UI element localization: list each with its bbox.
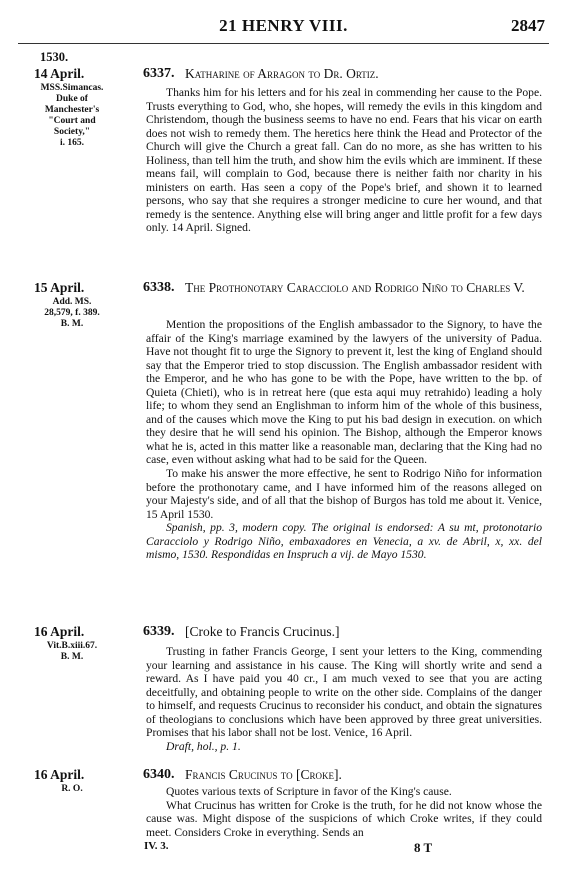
page-number: 2847 — [511, 16, 545, 35]
entry-paragraph: Quotes various texts of Scripture in favor of the King's cause. — [166, 785, 452, 798]
entry-body — [146, 645, 542, 753]
entry-body — [146, 318, 542, 562]
entry-source: R. O. — [61, 784, 83, 794]
entry-date: 15 April. — [34, 280, 85, 295]
entry-paragraph: Thanks him for his letters and for his zeal in commending her cause to the Pope. Trusts everything to God, who, she hopes, will remedy the evils in this kingdom and Christendom, though the business seems to have no end. Fears that his vicar on earth does not wish to remedy them. The heretics here think the Head and Protector of the Church will give the Church a great fall. Can do no more, as she has written to his Holiness, than tell him the truth, and show him the evils which are imminent. If these means fail, will complain to God, because there is neither faith nor charity in his ministers on earth. Has seen a copy of the Pope's brief, and shown it to learned persons, who say that she requires a stronger medicine to cure her wound, and that remedy is the sentence. Anything else will bring anger and little profit for a few days only. 14 April. Signed. — [146, 86, 542, 235]
volume-mark: IV. 3. — [144, 840, 169, 852]
entry-title: Katharine of Arragon to Dr. Ortiz. — [185, 66, 379, 81]
entry-date: 16 April. — [34, 624, 85, 639]
entry-number: 6340. — [143, 767, 175, 782]
entry-note: Spanish, pp. 3, modern copy. The original is endorsed: A su mt, protonotario Caracciolo y Rodrigo Niño, embaxadores en Venecia, a xv. de Abril, x, xx. del mismo, 1530. Respondidas en Inspruch a vij. de Mayo 1530. — [146, 521, 542, 562]
entry-title: The Prothonotary Caracciolo and Rodrigo Niño to Charles V. — [185, 280, 525, 295]
entry-number: 6338. — [143, 280, 175, 295]
entry-paragraph: What Crucinus has written for Croke is the truth, for he did not know whose the cause was. Might dispose of the suspicions of which Croke writes, if they could meet. Considers Croke in everything. Sends an — [146, 798, 542, 839]
entry-paragraph: Mention the propositions of the English ambassador to the Signory, to have the affair of the King's marriage examined by the lawyers of the university of Padua. Have not thought fit to urge the Signory to prevent it, lest the king of England should say that the Emperor tried to stop discussion. The English ambassador resident with the Emperor, and he who has gone to be with the Pope, have written to the bp. of Quieta (Chieti), who is in retreat here (que esta aqui muy retrahido) leading a holy life; to whom they send an Englishman to inform him of the whole of this business, and of the causes which move the King to put his bad design in execution. on which they desire that he will send his opinion. The Bishop, although the Emperor knows what he is, acted in this matter like a reasonable man, declaring that the King had no case, even without asking what had to be said for the Queen. — [146, 318, 542, 467]
page-footer — [0, 840, 567, 856]
header-rule — [18, 43, 549, 44]
entry-title: Francis Crucinus to [Croke]. — [185, 767, 342, 782]
entry-source: Vit.B.xiii.67. B. M. — [46, 641, 98, 662]
running-title: 21 HENRY VIII. — [219, 16, 348, 35]
entry-body — [146, 785, 542, 839]
entry-source: MSS.Simancas. Duke of Manchester's "Court and Society," i. 165. — [40, 83, 104, 148]
entry-body — [146, 86, 542, 235]
entry-source: Add. MS. 28,579, f. 389. B. M. — [44, 297, 100, 329]
entry-number: 6339. — [143, 624, 175, 639]
entry-paragraph: To make his answer the more effective, he sent to Rodrigo Niño for information before the prothonotary came, and I have informed him of the reasons alleged on your Majesty's side, and of all that the bishop of Burgos has told me about it. Venice, 15 April 1530. — [146, 467, 542, 521]
entry-note: Draft, hol., p. 1. — [166, 739, 241, 753]
signature-mark: 8 T — [414, 840, 433, 855]
running-header — [0, 16, 567, 40]
entry-date: 16 April. — [34, 767, 85, 782]
entry-title: [Croke to Francis Crucinus.] — [185, 624, 340, 639]
entry-paragraph: Trusting in father Francis George, I sent your letters to the King, commending your learning and assistance in his cause. The King will shortly write and send a reward. As I have paid you 40 cr., I am much vexed to see that you are acting deceitfully, and obtaining people to write on the other side. Complains of the danger to himself, and requests Crucinus to reconsider his conduct, and obtain the signatures of theologians to conclusions which have been approved by three great universities. Promises that his labor shall not be lost. Venice, 16 April. — [146, 645, 542, 740]
entry-date: 14 April. — [34, 66, 85, 81]
entry-number: 6337. — [143, 66, 175, 81]
year-label: 1530. — [40, 50, 69, 64]
